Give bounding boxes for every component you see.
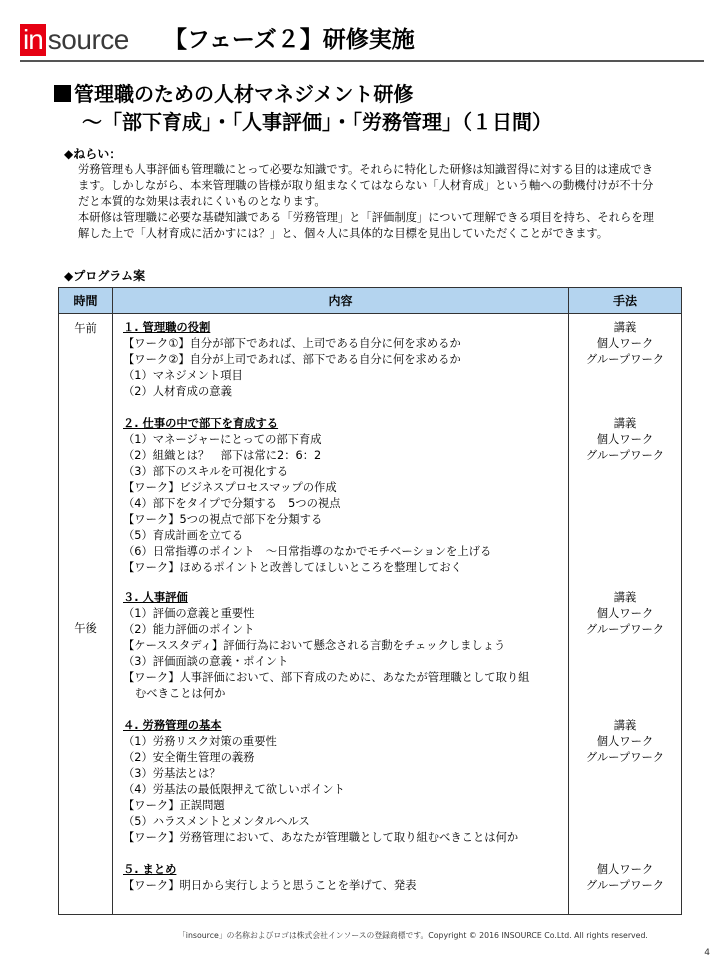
header-time: 時間 xyxy=(59,288,113,314)
method-item: 講義 xyxy=(613,591,637,604)
phase-title: 【フェーズ２】研修実施 xyxy=(164,27,415,53)
content-line: 【ワーク】労務管理において、あなたが管理職として取り組むべきことは何か xyxy=(123,831,519,844)
content-block-4 xyxy=(123,718,568,846)
method-item: グループワーク xyxy=(585,449,665,462)
content-line: （1）マネージャーにとっての部下育成 xyxy=(123,433,322,446)
method-item: 個人ワーク xyxy=(596,607,654,620)
copyright-note: 「insource」の名称およびロゴは株式会社インソースの登録商標です。Copyright © 2016 INSOURCE Co.Ltd. All rights reserved. xyxy=(178,931,648,940)
block-title: ４. 労務管理の基本 xyxy=(123,719,222,732)
content-line: （5）ハラスメントとメンタルヘルス xyxy=(123,815,310,828)
content-line: （3）部下のスキルを可視化する xyxy=(123,465,289,478)
header-content: 内容 xyxy=(113,288,569,314)
aim-label: ◆ねらい： xyxy=(64,147,122,161)
header-method: 手法 xyxy=(569,288,682,314)
method-block-3 xyxy=(569,590,681,638)
time-cell xyxy=(59,314,113,915)
method-item: 講義 xyxy=(613,719,637,732)
content-line: むべきことは何か xyxy=(135,687,226,700)
method-block-5 xyxy=(569,862,681,894)
sub-title: ～「部下育成」・「人事評価」・「労務管理」（１日間） xyxy=(82,110,552,134)
aim-paragraph-1: 労務管理も人事評価も管理職にとって必要な知識です。それらに特化した研修は知識習得に対する目的は達成できます。しかしながら、本来管理職の皆様が取り組まなくてはならない「人材育成」という軸への動機付けが不十分だと本質的な効果は表れにくいものとなります。 xyxy=(78,163,654,208)
insource-logo xyxy=(20,24,129,56)
content-line: （4）部下をタイプで分類する 5つの視点 xyxy=(123,497,341,510)
method-block-2 xyxy=(569,416,681,464)
content-line: （1）評価の意義と重要性 xyxy=(123,607,255,620)
content-line: 【ワーク①】自分が部下であれば、上司である自分に何を求めるか xyxy=(123,337,461,350)
content-line: （4）労基法の最低限押えて欲しいポイント xyxy=(123,783,345,796)
method-item: グループワーク xyxy=(585,353,665,366)
content-line: （1）マネジメント項目 xyxy=(123,369,243,382)
method-item: グループワーク xyxy=(585,751,665,764)
content-line: （3）労基法とは？ xyxy=(123,767,221,780)
method-item: 個人ワーク xyxy=(596,735,654,748)
method-block-1 xyxy=(569,320,681,368)
block-title: １. 管理職の役割 xyxy=(123,321,211,334)
square-bullet-icon xyxy=(54,85,71,102)
main-title-text: 管理職のための人材マネジメント研修 xyxy=(74,82,414,106)
time-pm: 午後 xyxy=(74,622,97,635)
content-line: 【ワーク】正誤問題 xyxy=(123,799,225,812)
header-divider xyxy=(20,60,704,62)
main-title xyxy=(54,80,413,108)
content-block-2 xyxy=(123,416,568,576)
content-line: （2）組織とは？ 部下は常に2：6：2 xyxy=(123,449,322,462)
aim-paragraph-2: 本研修は管理職に必要な基礎知識である「労務管理」と「評価制度」について理解できる項目を持ち、それらを理解した上で「人材育成に活かすには？」と、個々人に具体的な目標を見出していただくことができます。 xyxy=(78,211,654,240)
program-table xyxy=(58,287,682,915)
logo-in: in xyxy=(20,24,46,56)
table-header-row xyxy=(59,288,682,314)
content-line: 【ワーク】人事評価において、部下育成のために、あなたが管理職として取り組 xyxy=(123,671,530,684)
logo-source: source xyxy=(47,24,129,55)
content-line: （5）育成計画を立てる xyxy=(123,529,244,542)
method-item: 個人ワーク xyxy=(596,433,654,446)
method-item: 講義 xyxy=(613,417,637,430)
method-item: グループワーク xyxy=(585,879,665,892)
method-item: 個人ワーク xyxy=(596,863,654,876)
method-block-4 xyxy=(569,718,681,766)
content-line: 【ワーク】明日から実行しようと思うことを挙げて、発表 xyxy=(123,879,417,892)
block-title: ５. まとめ xyxy=(123,863,177,876)
content-line: （6）日常指導のポイント ～日常指導のなかでモチベーションを上げる xyxy=(123,545,492,558)
method-item: グループワーク xyxy=(585,623,665,636)
content-line: 【ワーク】ビジネスプロセスマップの作成 xyxy=(123,481,337,494)
method-cell xyxy=(569,314,682,915)
content-line: （2）能力評価のポイント xyxy=(123,623,255,636)
table-row xyxy=(59,314,682,915)
content-block-5 xyxy=(123,862,568,894)
block-title: ３. 人事評価 xyxy=(123,591,188,604)
content-line: 【ワーク】5つの視点で部下を分類する xyxy=(123,513,323,526)
content-cell xyxy=(113,314,569,915)
content-line: （2）人材育成の意義 xyxy=(123,385,232,398)
program-label: ◆プログラム案 xyxy=(64,269,146,283)
content-block-3 xyxy=(123,590,568,702)
block-title: ２. 仕事の中で部下を育成する xyxy=(123,417,279,430)
content-line: 【ワーク】ほめるポイントと改善してほしいところを整理しておく xyxy=(123,561,462,574)
content-line: （2）安全衛生管理の義務 xyxy=(123,751,255,764)
content-line: （1）労務リスク対策の重要性 xyxy=(123,735,277,748)
time-am: 午前 xyxy=(74,322,97,335)
method-item: 個人ワーク xyxy=(596,337,654,350)
aim-text xyxy=(78,162,663,242)
content-line: （3）評価面談の意義・ポイント xyxy=(123,655,289,668)
content-block-1 xyxy=(123,320,568,400)
page-number: 4 xyxy=(704,948,710,958)
content-line: 【ワーク②】自分が上司であれば、部下である自分に何を求めるか xyxy=(123,353,461,366)
method-item: 講義 xyxy=(613,321,637,334)
content-line: 【ケーススタディ】評価行為において懸念される言動をチェックしましょう xyxy=(123,639,506,652)
